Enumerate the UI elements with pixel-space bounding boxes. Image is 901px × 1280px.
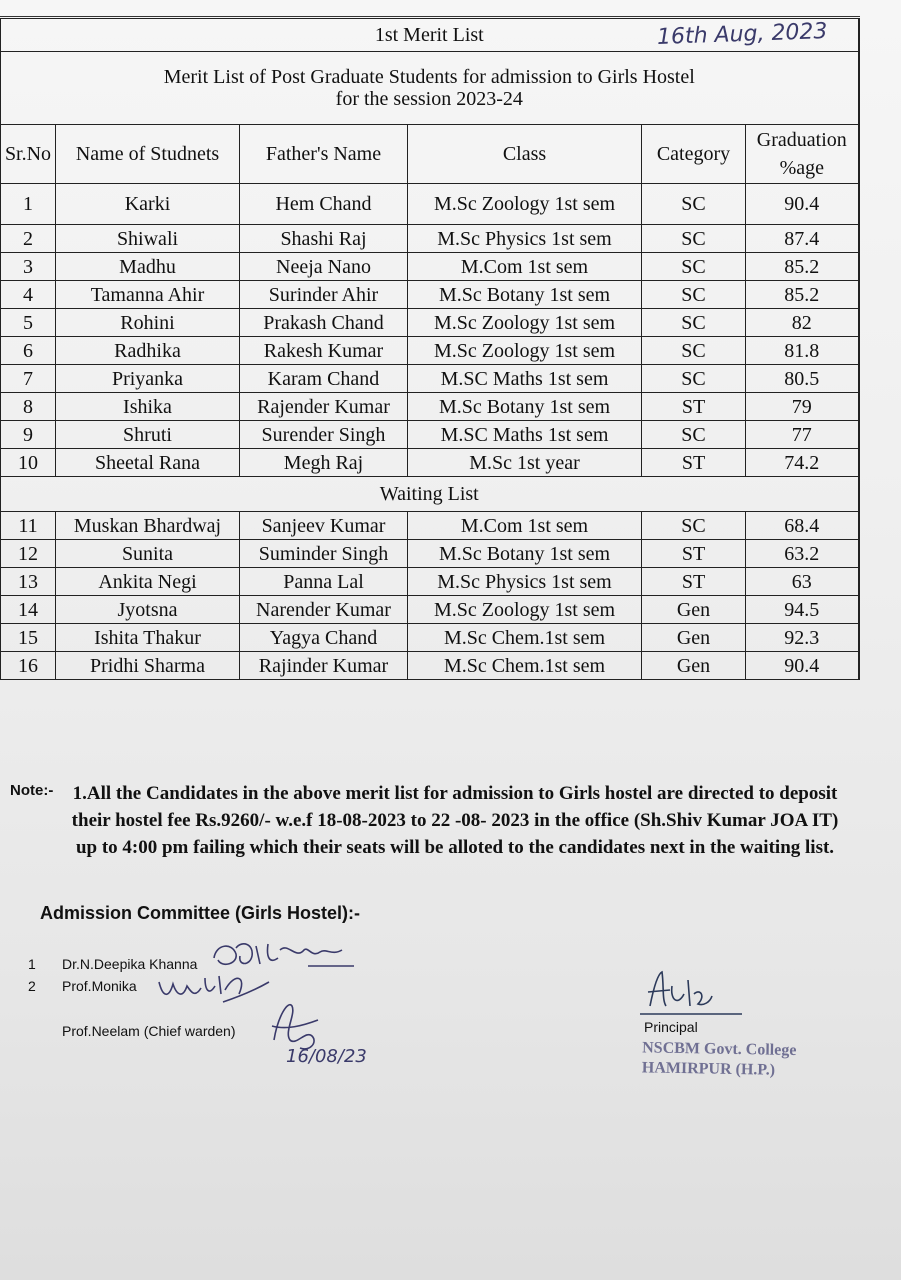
cell-father: Panna Lal <box>240 568 408 596</box>
cell-pct: 92.3 <box>746 624 859 652</box>
table-row <box>1 337 859 365</box>
column-header: Category <box>642 125 746 184</box>
cell-sr: 12 <box>1 540 56 568</box>
note-label: Note:- <box>10 782 54 799</box>
college-stamp <box>642 1038 833 1081</box>
cell-class: M.Com 1st sem <box>408 512 642 540</box>
table-row <box>1 393 859 421</box>
cell-class: M.Sc 1st year <box>408 449 642 477</box>
table-row <box>1 281 859 309</box>
cell-sr: 16 <box>1 652 56 680</box>
cell-category: SC <box>642 309 746 337</box>
cell-class: M.Sc Zoology 1st sem <box>408 184 642 225</box>
committee-title: Admission Committee (Girls Hostel):- <box>40 903 361 923</box>
cell-category: SC <box>642 421 746 449</box>
cell-pct: 80.5 <box>746 365 859 393</box>
cell-father: Neeja Nano <box>240 253 408 281</box>
cell-category: Gen <box>642 596 746 624</box>
cell-class: M.Sc Physics 1st sem <box>408 568 642 596</box>
member-2-name: Prof.Monika <box>62 978 137 994</box>
cell-name: Sunita <box>56 540 240 568</box>
column-header: Class <box>408 125 642 184</box>
cell-father: Surender Singh <box>240 421 408 449</box>
table-row <box>1 568 859 596</box>
cell-category: Gen <box>642 624 746 652</box>
table-row <box>1 652 859 680</box>
cell-sr: 7 <box>1 365 56 393</box>
merit-rows <box>1 184 859 477</box>
waiting-rows <box>1 512 859 680</box>
cell-pct: 74.2 <box>746 449 859 477</box>
signature-date: 16/08/23 <box>286 1046 367 1067</box>
cell-class: M.Sc Zoology 1st sem <box>408 337 642 365</box>
cell-sr: 5 <box>1 309 56 337</box>
table-row <box>1 449 859 477</box>
merit-table <box>0 18 860 680</box>
page-title: 1st Merit List <box>374 24 484 46</box>
title-cell <box>1 19 859 52</box>
cell-sr: 4 <box>1 281 56 309</box>
cell-name: Sheetal Rana <box>56 449 240 477</box>
table-row <box>1 253 859 281</box>
cell-name: Karki <box>56 184 240 225</box>
column-header-row <box>1 125 859 184</box>
column-header: Graduation %age <box>746 125 859 184</box>
table-row <box>1 624 859 652</box>
cell-pct: 79 <box>746 393 859 421</box>
cell-category: SC <box>642 281 746 309</box>
cell-name: Ishika <box>56 393 240 421</box>
stamp-line-2: HAMIRPUR (H.P.) <box>641 1059 776 1079</box>
cell-category: SC <box>642 512 746 540</box>
subtitle: Merit List of Post Graduate Students for admission to Girls Hostel for the session 2023-24 <box>1 52 859 125</box>
top-rule <box>0 16 860 17</box>
cell-name: Muskan Bhardwaj <box>56 512 240 540</box>
cell-father: Suminder Singh <box>240 540 408 568</box>
signature-principal <box>640 966 750 1020</box>
cell-sr: 10 <box>1 449 56 477</box>
cell-father: Karam Chand <box>240 365 408 393</box>
cell-name: Tamanna Ahir <box>56 281 240 309</box>
waiting-list-title: Waiting List <box>1 477 859 512</box>
cell-sr: 8 <box>1 393 56 421</box>
cell-name: Shiwali <box>56 225 240 253</box>
cell-category: ST <box>642 540 746 568</box>
cell-class: M.Sc Zoology 1st sem <box>408 309 642 337</box>
cell-class: M.SC Maths 1st sem <box>408 421 642 449</box>
cell-category: SC <box>642 337 746 365</box>
signature-deepika-khanna <box>208 936 358 972</box>
cell-father: Narender Kumar <box>240 596 408 624</box>
cell-pct: 63.2 <box>746 540 859 568</box>
cell-class: M.Sc Zoology 1st sem <box>408 596 642 624</box>
signature-monika <box>155 968 275 1008</box>
table-row <box>1 309 859 337</box>
cell-sr: 2 <box>1 225 56 253</box>
cell-sr: 13 <box>1 568 56 596</box>
cell-name: Pridhi Sharma <box>56 652 240 680</box>
cell-father: Hem Chand <box>240 184 408 225</box>
column-header: Name of Studnets <box>56 125 240 184</box>
cell-category: Gen <box>642 652 746 680</box>
cell-category: ST <box>642 393 746 421</box>
cell-father: Rajender Kumar <box>240 393 408 421</box>
cell-sr: 9 <box>1 421 56 449</box>
cell-pct: 85.2 <box>746 281 859 309</box>
member-2-num: 2 <box>28 978 36 994</box>
cell-class: M.Com 1st sem <box>408 253 642 281</box>
cell-sr: 15 <box>1 624 56 652</box>
cell-name: Priyanka <box>56 365 240 393</box>
table-row <box>1 540 859 568</box>
cell-category: ST <box>642 449 746 477</box>
principal-label: Principal <box>644 1019 698 1035</box>
cell-sr: 3 <box>1 253 56 281</box>
cell-name: Ishita Thakur <box>56 624 240 652</box>
cell-category: ST <box>642 568 746 596</box>
cell-sr: 6 <box>1 337 56 365</box>
cell-name: Madhu <box>56 253 240 281</box>
table-row <box>1 421 859 449</box>
cell-pct: 94.5 <box>746 596 859 624</box>
table-row <box>1 365 859 393</box>
column-header: Sr.No <box>1 125 56 184</box>
cell-sr: 1 <box>1 184 56 225</box>
cell-pct: 90.4 <box>746 652 859 680</box>
cell-father: Prakash Chand <box>240 309 408 337</box>
table-row <box>1 225 859 253</box>
cell-father: Surinder Ahir <box>240 281 408 309</box>
cell-father: Yagya Chand <box>240 624 408 652</box>
stamp-line-1: NSCBM Govt. College <box>642 1039 797 1060</box>
note-text: 1.All the Candidates in the above merit list for admission to Girls hostel are directed to deposit their hostel fee Rs.9260/- w.e.f 18-08-2023 to 22 -08- 2023 in the office (Sh.Shiv Kumar JOA IT) up to 4:00 pm failing which their seats will be alloted to the candidates next in the waiting list. <box>71 783 839 858</box>
cell-pct: 68.4 <box>746 512 859 540</box>
cell-class: M.SC Maths 1st sem <box>408 365 642 393</box>
cell-pct: 81.8 <box>746 337 859 365</box>
cell-category: SC <box>642 225 746 253</box>
cell-pct: 90.4 <box>746 184 859 225</box>
cell-name: Rohini <box>56 309 240 337</box>
cell-category: SC <box>642 184 746 225</box>
table-row <box>1 184 859 225</box>
table-row <box>1 596 859 624</box>
column-header: Father's Name <box>240 125 408 184</box>
signature-neelam <box>262 996 382 1068</box>
cell-name: Jyotsna <box>56 596 240 624</box>
cell-name: Radhika <box>56 337 240 365</box>
handwritten-date: 16th Aug, 2023 <box>656 19 828 50</box>
member-3-name: Prof.Neelam (Chief warden) <box>62 1023 236 1039</box>
cell-category: SC <box>642 253 746 281</box>
cell-pct: 85.2 <box>746 253 859 281</box>
cell-father: Rajinder Kumar <box>240 652 408 680</box>
table-row <box>1 512 859 540</box>
cell-father: Shashi Raj <box>240 225 408 253</box>
cell-class: M.Sc Physics 1st sem <box>408 225 642 253</box>
cell-class: M.Sc Botany 1st sem <box>408 281 642 309</box>
cell-pct: 87.4 <box>746 225 859 253</box>
cell-father: Megh Raj <box>240 449 408 477</box>
member-1-name: Dr.N.Deepika Khanna <box>62 956 198 972</box>
cell-pct: 63 <box>746 568 859 596</box>
cell-class: M.Sc Chem.1st sem <box>408 652 642 680</box>
cell-class: M.Sc Botany 1st sem <box>408 540 642 568</box>
cell-father: Sanjeev Kumar <box>240 512 408 540</box>
cell-name: Ankita Negi <box>56 568 240 596</box>
cell-class: M.Sc Botany 1st sem <box>408 393 642 421</box>
cell-name: Shruti <box>56 421 240 449</box>
cell-sr: 11 <box>1 512 56 540</box>
cell-sr: 14 <box>1 596 56 624</box>
cell-class: M.Sc Chem.1st sem <box>408 624 642 652</box>
cell-pct: 77 <box>746 421 859 449</box>
cell-pct: 82 <box>746 309 859 337</box>
member-1-num: 1 <box>28 956 36 972</box>
cell-father: Rakesh Kumar <box>240 337 408 365</box>
cell-category: SC <box>642 365 746 393</box>
